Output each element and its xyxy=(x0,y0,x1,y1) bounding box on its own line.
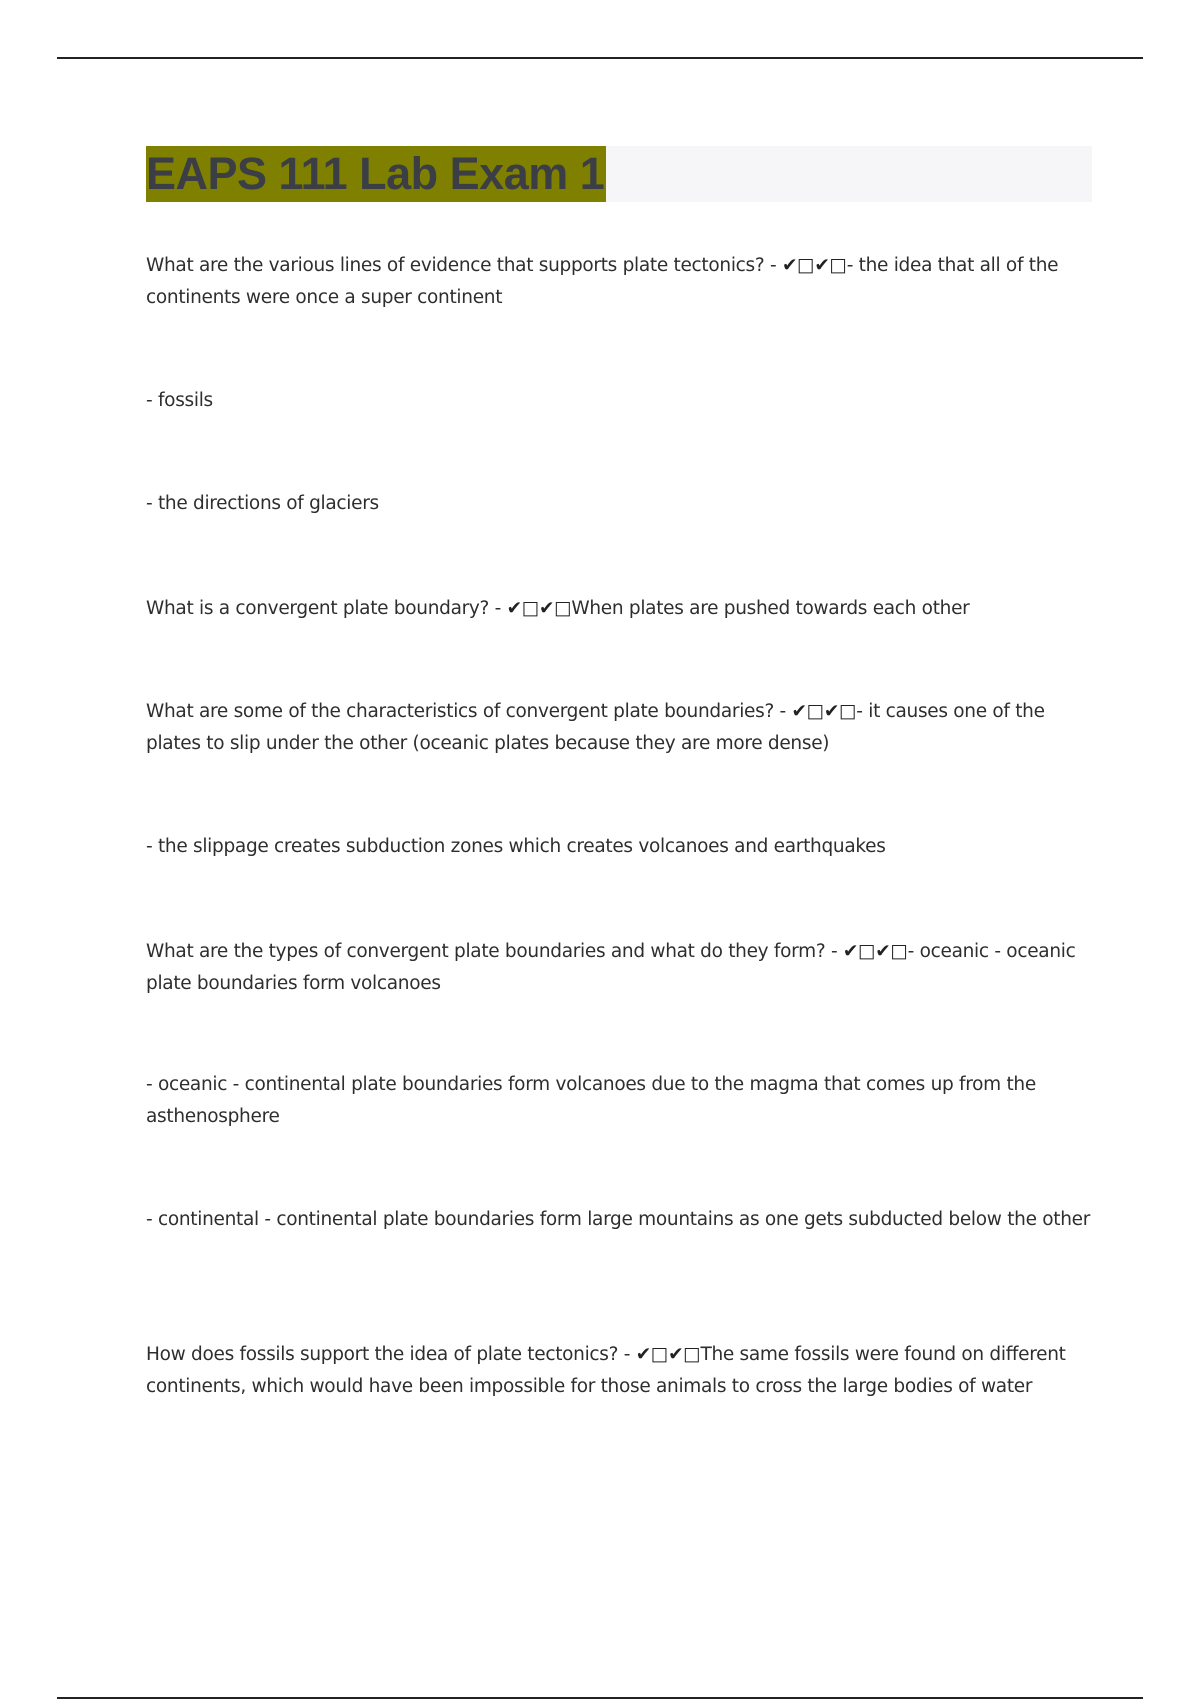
bottom-rule xyxy=(57,1697,1143,1699)
question-text: What is a convergent plate boundary? - xyxy=(146,598,507,619)
answer-check-marks: ✔□✔□ xyxy=(781,255,847,276)
question-text: How does fossils support the idea of plate tectonics? - xyxy=(146,1344,636,1365)
list-item-slippage: - the slippage creates subduction zones which creates volcanoes and earthquakes xyxy=(146,836,886,857)
answer-text: - it causes one of the plates to slip under the other (oceanic plates because they are more dense) xyxy=(146,701,1045,754)
list-item-oceanic-continental: - oceanic - continental plate boundaries form volcanoes due to the magma that comes up from the asthenosphere xyxy=(146,1074,1036,1127)
question-text: What are some of the characteristics of convergent plate boundaries? - xyxy=(146,701,792,722)
top-rule xyxy=(57,57,1143,59)
answer-text: When plates are pushed towards each other xyxy=(571,598,970,619)
answer-text: The same fossils were found on different continents, which would have been impossible for those animals to cross the large bodies of water xyxy=(146,1344,1066,1397)
document-title: EAPS 111 Lab Exam 1 xyxy=(146,146,606,202)
answer-check-marks: ✔□✔□ xyxy=(791,701,857,722)
answer-check-marks: ✔□✔□ xyxy=(635,1344,701,1365)
qa-paragraph-fossils-support xyxy=(146,1339,1096,1403)
qa-paragraph-convergent-types xyxy=(146,936,1096,1000)
qa-paragraph-convergent-characteristics xyxy=(146,696,1096,760)
question-text: What are the types of convergent plate boundaries and what do they form? - xyxy=(146,941,843,962)
list-item-glaciers: - the directions of glaciers xyxy=(146,493,379,514)
answer-text: - oceanic - oceanic plate boundaries form volcanoes xyxy=(146,941,1076,994)
answer-text: - the idea that all of the continents were once a super continent xyxy=(146,255,1059,308)
list-item-fossils: - fossils xyxy=(146,390,213,411)
answer-check-marks: ✔□✔□ xyxy=(842,941,908,962)
qa-paragraph-convergent-boundary xyxy=(146,593,1096,625)
question-text: What are the various lines of evidence that supports plate tectonics? - xyxy=(146,255,782,276)
answer-check-marks: ✔□✔□ xyxy=(506,598,572,619)
qa-paragraph-plate-tectonics-evidence xyxy=(146,250,1096,314)
list-item-continental-continental: - continental - continental plate boundaries form large mountains as one gets subducted below the other xyxy=(146,1209,1091,1230)
